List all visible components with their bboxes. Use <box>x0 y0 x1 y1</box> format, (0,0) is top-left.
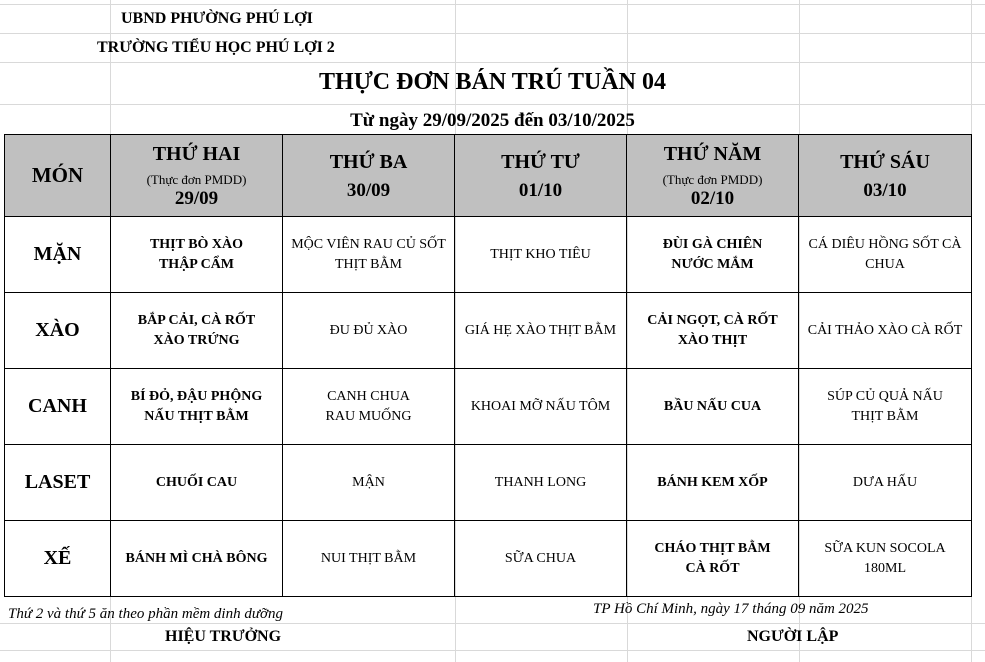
cell-line: THỊT BẰM <box>851 408 919 424</box>
cell-line: MỘC VIÊN RAU CỦ SỐT <box>291 236 446 252</box>
menu-cell <box>627 217 799 293</box>
cell-line: RAU MUỐNG <box>325 408 412 424</box>
menu-cell <box>627 521 799 597</box>
cell-line: CHÁO THỊT BẰM <box>654 540 771 556</box>
cell-line: NƯỚC MẮM <box>671 256 754 272</box>
day-header-tuesday <box>283 135 455 217</box>
menu-cell <box>627 369 799 445</box>
menu-cell <box>455 369 627 445</box>
menu-cell <box>799 217 972 293</box>
cell-line: GIÁ HẸ XÀO THỊT BẰM <box>464 322 617 338</box>
footer-note: Thứ 2 và thứ 5 ăn theo phần mềm dinh dưỡng <box>8 606 284 622</box>
sheet-gridline <box>0 4 985 5</box>
signature-preparer: NGƯỜI LẬP <box>747 628 839 645</box>
cell-line: BÁNH MÌ CHÀ BÔNG <box>125 550 268 566</box>
place-date: TP Hồ Chí Minh, ngày 17 tháng 09 năm 2025 <box>593 601 869 617</box>
cell-line: BẦU NẤU CUA <box>663 398 762 414</box>
day-name: THỨ HAI <box>152 142 241 165</box>
org-line-1: UBND PHƯỜNG PHÚ LỢI <box>121 10 313 27</box>
cell-line: CHUA <box>865 256 905 272</box>
cell-line: CANH CHUA <box>327 388 410 404</box>
cell-line: ĐÙI GÀ CHIÊN <box>662 236 763 252</box>
menu-cell <box>455 521 627 597</box>
org-line-2: TRƯỜNG TIỂU HỌC PHÚ LỢI 2 <box>97 39 335 56</box>
cell-line: SÚP CỦ QUẢ NẤU <box>827 388 943 404</box>
cell-line: THỊT BÒ XÀO <box>149 236 244 252</box>
menu-cell <box>283 521 455 597</box>
day-date: 01/10 <box>518 179 563 201</box>
cell-line: BẮP CẢI, CÀ RỐT <box>137 312 256 328</box>
day-note: (Thực đơn PMDD) <box>662 171 763 187</box>
menu-cell <box>111 521 283 597</box>
corner-header-cell <box>5 135 111 217</box>
menu-cell <box>799 445 972 521</box>
dish-type: LASET <box>24 471 91 493</box>
day-header-friday <box>799 135 972 217</box>
menu-cell <box>799 521 972 597</box>
menu-cell <box>627 293 799 369</box>
day-header-thursday <box>627 135 799 217</box>
day-name: THỨ BA <box>329 150 408 173</box>
sheet-gridline <box>0 33 985 34</box>
dish-type: XÀO <box>35 319 80 341</box>
cell-line: ĐU ĐỦ XÀO <box>329 322 408 338</box>
dish-type-cell <box>5 293 111 369</box>
sheet-gridline <box>0 104 985 105</box>
corner-label: MÓN <box>31 163 84 187</box>
table-row <box>5 293 972 369</box>
table-row <box>5 521 972 597</box>
cell-line: SỮA KUN SOCOLA <box>824 540 946 556</box>
menu-cell <box>283 445 455 521</box>
page-title: THỰC ĐƠN BÁN TRÚ TUẦN 04 <box>319 69 666 95</box>
day-date: 03/10 <box>863 179 907 201</box>
cell-line: XÀO THỊT <box>677 332 748 348</box>
menu-table <box>4 134 972 597</box>
menu-cell <box>283 217 455 293</box>
table-row <box>5 217 972 293</box>
cell-line: CẢI NGỌT, CÀ RỐT <box>647 312 778 328</box>
day-note: (Thực đơn PMDD) <box>146 171 247 187</box>
dish-type-cell <box>5 369 111 445</box>
cell-line: CẢI THẢO XÀO CÀ RỐT <box>807 322 963 338</box>
cell-line: 180ML <box>864 560 906 576</box>
menu-cell <box>111 369 283 445</box>
cell-line: THỊT KHO TIÊU <box>490 246 591 262</box>
sheet-gridline <box>0 623 985 624</box>
dish-type: MẶN <box>33 243 82 265</box>
menu-cell <box>455 217 627 293</box>
cell-line: SỮA CHUA <box>504 550 577 566</box>
table-header-row <box>5 135 972 217</box>
day-date: 30/09 <box>346 179 391 201</box>
dish-type: CANH <box>28 395 87 417</box>
day-date: 29/09 <box>174 187 219 209</box>
cell-line: NẤU THỊT BẰM <box>144 408 249 424</box>
table-row <box>5 445 972 521</box>
cell-line: CÁ DIÊU HỒNG SỐT CÀ <box>808 236 962 252</box>
cell-line: DƯA HẤU <box>852 474 918 490</box>
day-name: THỨ SÁU <box>840 150 930 173</box>
day-header-wednesday <box>455 135 627 217</box>
menu-cell <box>799 293 972 369</box>
sheet-gridline <box>0 650 985 651</box>
menu-cell <box>283 369 455 445</box>
cell-line: KHOAI MỠ NẤU TÔM <box>470 398 611 414</box>
cell-line: THỊT BẰM <box>334 256 403 272</box>
cell-line: CHUỐI CAU <box>155 474 238 490</box>
menu-cell <box>627 445 799 521</box>
menu-cell <box>111 293 283 369</box>
cell-line: THANH LONG <box>494 474 587 490</box>
cell-line: CÀ RỐT <box>685 560 740 576</box>
table-row <box>5 369 972 445</box>
dish-type-cell <box>5 445 111 521</box>
menu-cell <box>799 369 972 445</box>
date-range: Từ ngày 29/09/2025 đến 03/10/2025 <box>350 110 635 131</box>
menu-cell <box>283 293 455 369</box>
day-name: THỨ TƯ <box>501 150 580 173</box>
cell-line: THẬP CẨM <box>158 256 235 272</box>
cell-line: MẬN <box>352 474 385 490</box>
cell-line: XÀO TRỨNG <box>153 332 240 348</box>
menu-cell <box>455 293 627 369</box>
menu-cell <box>455 445 627 521</box>
day-date: 02/10 <box>690 187 735 209</box>
cell-line: NUI THỊT BẰM <box>320 550 417 566</box>
day-name: THỨ NĂM <box>663 142 762 165</box>
dish-type-cell <box>5 521 111 597</box>
day-header-monday <box>111 135 283 217</box>
sheet-gridline <box>0 62 985 63</box>
cell-line: BÁNH KEM XỐP <box>657 474 768 490</box>
cell-line: BÍ ĐỎ, ĐẬU PHỘNG <box>130 388 263 404</box>
menu-cell <box>111 445 283 521</box>
signature-principal: HIỆU TRƯỞNG <box>165 628 282 645</box>
dish-type-cell <box>5 217 111 293</box>
menu-cell <box>111 217 283 293</box>
dish-type: XẾ <box>43 547 72 569</box>
